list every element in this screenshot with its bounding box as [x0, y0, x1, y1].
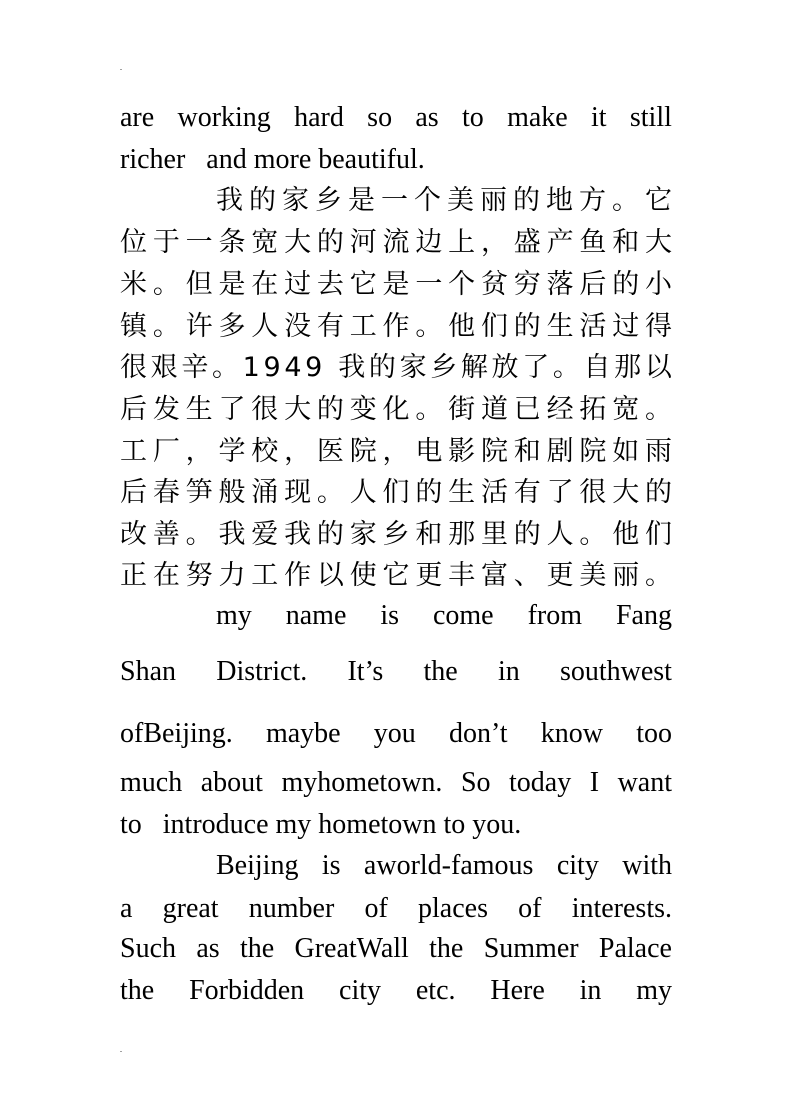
text-line: [120, 848, 672, 884]
text-char: 改: [120, 519, 147, 550]
text-word: too: [636, 718, 672, 749]
text-char: 没: [284, 311, 312, 342]
text-char: 街: [448, 394, 476, 425]
text-char: 多: [218, 311, 246, 342]
text-char: 于: [152, 227, 180, 258]
text-char: 如: [612, 436, 640, 467]
text-char: ，: [284, 436, 312, 467]
text-word: much: [120, 767, 183, 798]
text-char: 他: [448, 311, 476, 342]
text-char: 了: [546, 477, 574, 508]
text-char: 生: [546, 311, 574, 342]
text-char: 们: [645, 519, 672, 550]
text-word: I: [589, 767, 600, 798]
text-char: 。: [316, 477, 344, 508]
text-word: places: [418, 893, 488, 924]
text-char: 过: [284, 269, 312, 300]
text-char: 穷: [513, 269, 541, 300]
text-char: 4: [284, 352, 302, 383]
text-word: as: [196, 933, 220, 964]
text-char: 厂: [152, 436, 180, 467]
text-char: 。: [211, 352, 239, 383]
text-char: 一: [381, 185, 408, 216]
text-word: maybe: [265, 718, 341, 749]
text-char: [326, 350, 335, 386]
text-word: is: [380, 600, 400, 631]
text-word: come: [432, 600, 494, 631]
text-char: 经: [546, 394, 574, 425]
text-char: 活: [480, 477, 508, 508]
text-word: District.: [216, 656, 308, 687]
text-word: It’s: [347, 656, 384, 687]
text-char: 。: [579, 519, 607, 550]
text-char: 大: [284, 227, 312, 258]
text-char: 了: [218, 394, 246, 425]
text-char: 化: [382, 394, 410, 425]
text-char: 医: [316, 436, 344, 467]
text-char: 盛: [513, 227, 541, 258]
top-page-mark: .: [120, 63, 122, 72]
text-char: 家: [282, 185, 309, 216]
text-char: 许: [185, 311, 213, 342]
text-char: 9: [263, 352, 281, 383]
text-char: 里: [480, 519, 508, 550]
text-char: 家: [399, 352, 427, 383]
text-word: from: [527, 600, 582, 631]
text-char: 。: [552, 352, 580, 383]
text-char: 宽: [612, 394, 640, 425]
text-char: 的: [368, 352, 396, 383]
text-char: 使: [349, 560, 377, 591]
text-word: southwest: [559, 656, 672, 687]
text-char: 更: [546, 560, 574, 591]
text-char: 人: [546, 519, 574, 550]
text-word: hard: [294, 102, 344, 133]
text-char: 家: [349, 519, 377, 550]
text-char: 落: [546, 269, 574, 300]
text-line: [120, 183, 672, 219]
text-char: 善: [152, 519, 180, 550]
text-char: 很: [579, 477, 607, 508]
text-char: 是: [218, 269, 246, 300]
text-char: 个: [414, 185, 441, 216]
text-char: 正: [120, 560, 147, 591]
text-char: 辛: [181, 352, 209, 383]
text-word: know: [540, 718, 603, 749]
text-char: 努: [185, 560, 213, 591]
text-char: 和: [415, 519, 443, 550]
text-word: interests.: [571, 893, 672, 924]
text-char: 大: [612, 477, 640, 508]
text-char: 但: [185, 269, 213, 300]
text-char: 、: [513, 560, 541, 591]
text-word: name: [285, 600, 347, 631]
text-char: 的: [316, 227, 344, 258]
text-word: etc.: [415, 975, 456, 1006]
text-line: [120, 517, 672, 553]
text-char: 鱼: [579, 227, 607, 258]
text-char: 拓: [579, 394, 607, 425]
text-char: 大: [284, 394, 312, 425]
text-char: 。: [612, 185, 639, 216]
text-char: 它: [349, 269, 377, 300]
text-char: 解: [460, 352, 488, 383]
text-char: 在: [152, 560, 180, 591]
text-char: 的: [513, 519, 541, 550]
text-char: 。: [415, 394, 443, 425]
text-line: [120, 807, 672, 843]
text-char: 工: [120, 436, 147, 467]
text-char: 地: [546, 185, 573, 216]
text-char: 美: [447, 185, 474, 216]
text-char: 上: [448, 227, 476, 258]
text-word: my: [636, 975, 672, 1006]
text-char: 力: [218, 560, 246, 591]
text-char: 产: [546, 227, 574, 258]
text-char: 位: [120, 227, 147, 258]
text-word: in: [579, 975, 602, 1006]
text-char: 放: [491, 352, 519, 383]
text-char: 边: [415, 227, 443, 258]
text-char: 们: [382, 477, 410, 508]
text-word: the: [120, 975, 155, 1006]
text-line: [120, 434, 672, 470]
text-word: of: [518, 893, 542, 924]
text-word: GreatWall: [294, 933, 409, 964]
text-word: you: [373, 718, 416, 749]
text-char: 小: [645, 269, 672, 300]
text-char: 院: [480, 436, 508, 467]
text-char: 作: [284, 560, 312, 591]
text-word: to: [462, 102, 484, 133]
text-char: 校: [251, 436, 279, 467]
text-char: 爱: [251, 519, 279, 550]
text-word: about: [200, 767, 263, 798]
text-char: 有: [316, 311, 344, 342]
text-word: in: [497, 656, 520, 687]
text-word: Summer: [483, 933, 579, 964]
text-char: 贫: [480, 269, 508, 300]
text-char: 笋: [185, 477, 213, 508]
text-word: Forbidden: [189, 975, 305, 1006]
text-char: 涌: [251, 477, 279, 508]
text-char: 和: [612, 227, 640, 258]
text-char: 丽: [612, 560, 640, 591]
text-run: to introduce my hometown to you.: [120, 809, 522, 840]
text-char: 的: [513, 311, 541, 342]
text-char: 一: [415, 269, 443, 300]
text-line: [120, 267, 672, 303]
text-word: of: [364, 893, 388, 924]
text-char: 院: [579, 436, 607, 467]
text-line: [120, 142, 672, 178]
text-char: 过: [612, 311, 640, 342]
text-word: working: [177, 102, 271, 133]
text-line: [120, 973, 672, 1009]
text-char: 现: [284, 477, 312, 508]
text-char: 院: [349, 436, 377, 467]
text-line: [120, 392, 672, 428]
text-char: 那: [448, 519, 476, 550]
text-char: ，: [382, 436, 410, 467]
text-char: 。: [645, 394, 672, 425]
text-char: 作: [382, 311, 410, 342]
text-char: 乡: [430, 352, 458, 383]
text-word: city: [339, 975, 382, 1006]
text-word: so: [367, 102, 393, 133]
text-char: 生: [185, 394, 213, 425]
text-word: city: [556, 850, 599, 881]
text-char: 它: [382, 560, 410, 591]
text-word: with: [622, 850, 672, 881]
text-char: 去: [316, 269, 344, 300]
text-line: [120, 309, 672, 345]
text-char: 河: [349, 227, 377, 258]
text-char: 富: [480, 560, 508, 591]
text-char: 后: [120, 477, 147, 508]
text-line: [120, 931, 672, 967]
text-char: 。: [185, 519, 213, 550]
text-char: ，: [480, 227, 508, 258]
text-char: 。: [645, 560, 672, 591]
text-char: 后: [579, 269, 607, 300]
text-word: as: [415, 102, 439, 133]
text-word: are: [120, 102, 155, 133]
text-char: 在: [251, 269, 279, 300]
text-char: 方: [579, 185, 606, 216]
text-char: 。: [152, 311, 180, 342]
text-word: So: [460, 767, 491, 798]
text-word: a: [120, 893, 133, 924]
text-char: 发: [152, 394, 180, 425]
text-char: 艰: [150, 352, 178, 383]
text-word: want: [617, 767, 672, 798]
text-line: [120, 225, 672, 261]
text-char: 乡: [315, 185, 342, 216]
text-word: today: [509, 767, 572, 798]
text-char: 春: [152, 477, 180, 508]
text-char: 的: [316, 519, 344, 550]
text-char: 我: [218, 519, 246, 550]
text-char: 1: [242, 352, 260, 383]
text-char: 生: [448, 477, 476, 508]
text-char: 镇: [120, 311, 147, 342]
text-char: 的: [415, 477, 443, 508]
text-char: 我: [338, 352, 366, 383]
text-char: 很: [120, 352, 147, 383]
text-word: Such: [120, 933, 176, 964]
text-char: 大: [645, 227, 672, 258]
text-word: make: [507, 102, 568, 133]
text-char: 变: [349, 394, 377, 425]
text-line: [120, 558, 672, 594]
text-char: 是: [382, 269, 410, 300]
text-line: [120, 100, 672, 136]
text-word: it: [591, 102, 607, 133]
text-line: [120, 765, 672, 801]
text-word: myhometown.: [281, 767, 443, 798]
text-word: number: [248, 893, 335, 924]
text-char: 9: [305, 352, 323, 383]
text-word: is: [321, 850, 341, 881]
text-char: 以: [316, 560, 344, 591]
bottom-page-mark: .: [120, 1045, 122, 1054]
text-char: 工: [349, 311, 377, 342]
text-word: aworld-famous: [363, 850, 534, 881]
text-line: [120, 654, 672, 690]
text-char: 和: [513, 436, 541, 467]
text-char: 后: [120, 394, 147, 425]
text-word: still: [629, 102, 672, 133]
text-word: Fang: [615, 600, 672, 631]
text-char: 他: [612, 519, 640, 550]
text-char: 影: [448, 436, 476, 467]
text-char: 。: [415, 311, 443, 342]
text-word: Here: [490, 975, 545, 1006]
text-char: 般: [218, 477, 246, 508]
text-word: the: [429, 933, 464, 964]
text-char: 已: [513, 394, 541, 425]
text-char: 活: [579, 311, 607, 342]
text-word: the: [239, 933, 275, 964]
text-char: 的: [316, 394, 344, 425]
text-char: 丽: [480, 185, 507, 216]
text-char: 它: [645, 185, 672, 216]
text-char: 人: [251, 311, 279, 342]
text-char: 宽: [251, 227, 279, 258]
text-char: 那: [614, 352, 642, 383]
text-char: 流: [382, 227, 410, 258]
text-char: ，: [185, 436, 213, 467]
text-word: Palace: [598, 933, 672, 964]
text-char: 我: [284, 519, 312, 550]
text-char: 我: [216, 185, 243, 216]
text-char: 们: [480, 311, 508, 342]
text-char: 乡: [382, 519, 410, 550]
text-char: 更: [415, 560, 443, 591]
text-char: 自: [583, 352, 611, 383]
text-word: Beijing: [216, 850, 299, 881]
text-char: 学: [218, 436, 246, 467]
text-char: 个: [448, 269, 476, 300]
text-char: 剧: [546, 436, 574, 467]
text-char: 人: [349, 477, 377, 508]
text-char: 是: [348, 185, 375, 216]
text-word: the: [423, 656, 458, 687]
text-char: 的: [645, 477, 672, 508]
text-line: [120, 475, 672, 511]
text-line: [120, 598, 672, 634]
text-word: my: [216, 600, 252, 631]
text-char: 得: [645, 311, 672, 342]
text-char: 美: [579, 560, 607, 591]
text-char: 电: [415, 436, 443, 467]
text-line: [120, 716, 672, 752]
text-char: 很: [251, 394, 279, 425]
text-char: 条: [218, 227, 246, 258]
text-char: 雨: [645, 436, 672, 467]
text-word: don’t: [448, 718, 508, 749]
text-char: 以: [644, 352, 672, 383]
text-line: [120, 350, 672, 386]
text-char: 道: [480, 394, 508, 425]
text-char: 有: [513, 477, 541, 508]
text-char: 。: [152, 269, 180, 300]
text-word: Shan: [120, 656, 176, 687]
text-char: 工: [251, 560, 279, 591]
text-char: 一: [185, 227, 213, 258]
text-char: 的: [249, 185, 276, 216]
text-char: 米: [120, 269, 147, 300]
text-word: ofBeijing.: [120, 718, 233, 749]
text-char: 的: [513, 185, 540, 216]
text-line: [120, 891, 672, 927]
text-char: 了: [522, 352, 550, 383]
text-word: great: [162, 893, 219, 924]
text-run: richer and more beautiful.: [120, 144, 425, 175]
text-char: 的: [612, 269, 640, 300]
text-char: 丰: [448, 560, 476, 591]
